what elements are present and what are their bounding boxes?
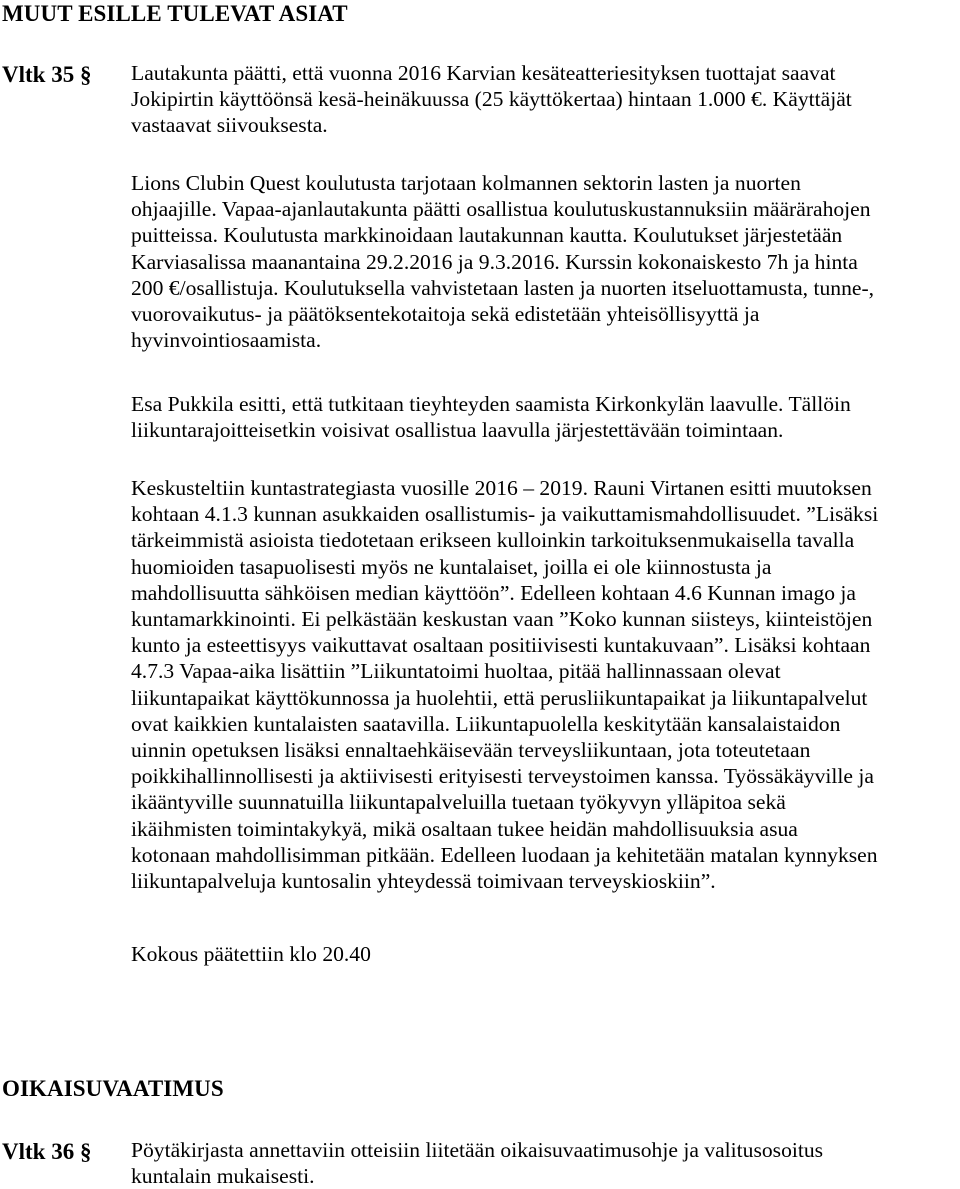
text-line: Esa Pukkila esitti, että tutkitaan tieyhteyden saamista Kirkonkylän laavulle. Tällöin bbox=[131, 392, 851, 416]
text-line: uinnin opetuksen lisäksi ennaltaehkäisevään terveysliikuntaan, jota toteutetaan bbox=[131, 738, 811, 763]
text-line: vuorovaikutus- ja päätöksentekotaitoja sekä edistetään yhteisöllisyyttä ja bbox=[131, 302, 760, 327]
text-line: poikkihallinnollisesti ja aktiivisesti erityisesti terveystoimen kanssa. Työssäkäyville ja bbox=[131, 764, 874, 789]
section-title-muut-esille-tulevat-asiat: MUUT ESILLE TULEVAT ASIAT bbox=[2, 1, 348, 26]
text-line: ovat kaikkien kuntalaisten saatavilla. Liikuntapuolella keskitytään kansalaistaidon bbox=[131, 711, 841, 736]
text-line: kohtaan 4.1.3 kunnan asukkaiden osallistumis- ja vaikuttamismahdollisuudet. ”Lisäksi bbox=[131, 502, 879, 527]
text-line: kuntamarkkinointi. Ei pelkästään keskustan vaan ”Koko kunnan siisteys, kiinteistöjen bbox=[131, 607, 873, 632]
text-line: tärkeimmistä asioista tiedotetaan erikseen kulloinkin tarkoituksenmukaisella tavalla bbox=[131, 528, 855, 553]
text-line: mahdollisuutta sähköisen median käyttöön”. Edelleen kohtaan 4.6 Kunnan imago ja bbox=[131, 580, 857, 605]
paragraph-kuntastrategia bbox=[131, 475, 959, 894]
text-line: puitteissa. Koulutusta markkinoidaan lautakunnan kautta. Koulutukset järjestetään bbox=[131, 223, 843, 248]
text-line: kuntalain mukaisesti. bbox=[131, 1164, 315, 1189]
text-line: liikuntapaikat käyttökunnossa ja huolehtii, että perusliikuntapaikat ja liikuntapalvelut bbox=[131, 685, 868, 710]
text-line: Lions Clubin Quest koulutusta tarjotaan kolmannen sektorin lasten ja nuorten bbox=[131, 171, 801, 195]
paragraph-kesateatteri bbox=[131, 60, 959, 139]
text-line: 4.7.3 Vapaa-aika lisättiin ”Liikuntatoimi huoltaa, pitää hallinnassaan olevat bbox=[131, 659, 781, 684]
section-number-vltk-36: Vltk 36 § bbox=[2, 1139, 92, 1164]
text-line: kotonaan mahdollisimman pitkään. Edelleen luodaan ja kehitetään matalan kynnyksen bbox=[131, 842, 878, 867]
text-line: Karviasalissa maanantaina 29.2.2016 ja 9.3.2016. Kurssin kokonaiskesto 7h ja hinta bbox=[131, 249, 858, 274]
paragraph-oikaisuvaatimusohje bbox=[131, 1137, 959, 1189]
text-line: hyvinvointiosaamista. bbox=[131, 328, 322, 353]
text-line: huomioiden tasapuolisesti myös ne kuntalaiset, joilla ei ole kiinnostusta ja bbox=[131, 554, 772, 579]
text-line: Kokous päätettiin klo 20.40 bbox=[131, 942, 371, 966]
text-line: Jokipirtin käyttöönsä kesä-heinäkuussa (25 käyttökertaa) hintaan 1.000 €. Käyttäjät bbox=[131, 87, 852, 112]
paragraph-kokous-paatettiin bbox=[131, 941, 959, 967]
text-line: kunto ja esteettisyys vaikuttavat osaltaan positiivisesti kuntakuvaan”. Lisäksi kohtaan bbox=[131, 633, 871, 658]
text-line: vastaavat siivouksesta. bbox=[131, 113, 328, 138]
text-line: 200 €/osallistuja. Koulutuksella vahvistetaan lasten ja nuorten itseluottamusta, tunne-, bbox=[131, 275, 875, 300]
paragraph-laavu bbox=[131, 391, 959, 443]
text-line: liikuntapalveluja kuntosalin yhteydessä toimivaan terveyskioskiin”. bbox=[131, 869, 716, 894]
paragraph-lions-quest bbox=[131, 170, 959, 353]
text-line: ikääntyville suunnatuilla liikuntapalveluilla tuetaan työkyvyn ylläpitoa sekä bbox=[131, 790, 786, 815]
text-line: Lautakunta päätti, että vuonna 2016 Karvian kesäteatteriesityksen tuottajat saavat bbox=[131, 61, 836, 85]
section-title-oikaisuvaatimus: OIKAISUVAATIMUS bbox=[2, 1076, 224, 1101]
text-line: Keskusteltiin kuntastrategiasta vuosille 2016 – 2019. Rauni Virtanen esitti muutoksen bbox=[131, 476, 872, 500]
text-line: liikuntarajoitteisetkin voisivat osallistua laavulla järjestettävään toimintaan. bbox=[131, 418, 784, 443]
text-line: ohjaajille. Vapaa-ajanlautakunta päätti osallistua koulutuskustannuksiin määrärahojen bbox=[131, 197, 871, 222]
text-line: Pöytäkirjasta annettaviin otteisiin liitetään oikaisuvaatimusohje ja valitusosoitus bbox=[131, 1138, 824, 1162]
text-line: ikäihmisten toimintakykyä, mikä osaltaan tukee heidän mahdollisuuksia asua bbox=[131, 816, 798, 841]
section-number-vltk-35: Vltk 35 § bbox=[2, 62, 92, 87]
